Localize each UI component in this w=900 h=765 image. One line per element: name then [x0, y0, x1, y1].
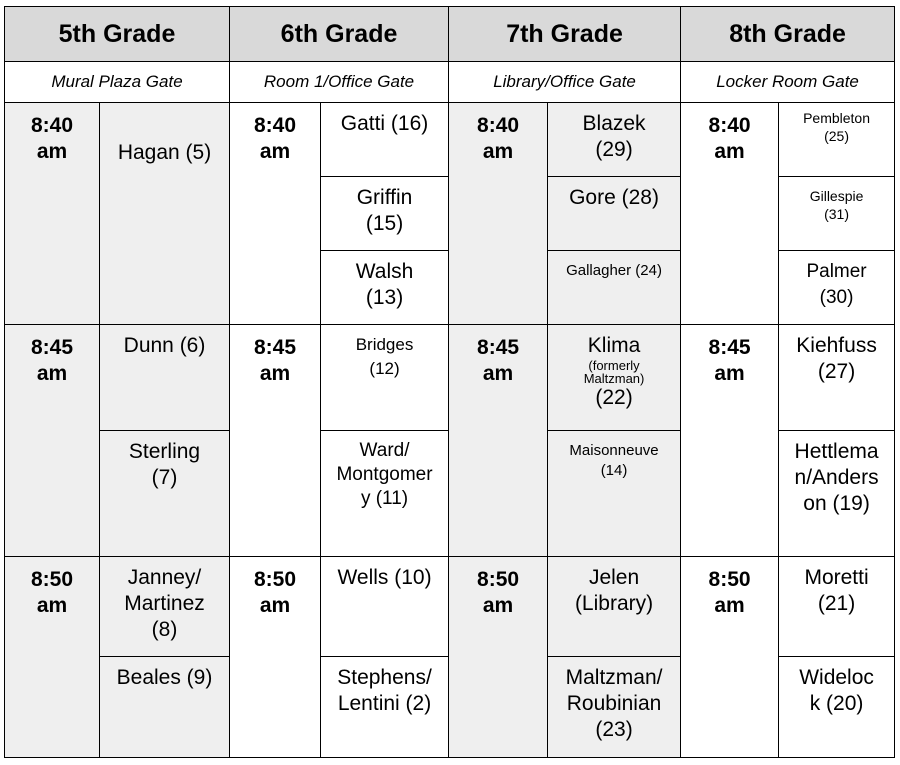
teacher-line: Gore (28): [569, 186, 659, 209]
time-value: 8:50: [477, 568, 520, 591]
teacher-line: Griffin: [356, 186, 413, 209]
g5-janney-cell: [100, 557, 230, 657]
grade-7-gate: Library/Office Gate: [449, 62, 681, 103]
g8-time-840: [681, 103, 779, 325]
teacher-line: (Library): [574, 592, 654, 615]
g6-griffin-cell: [321, 177, 449, 251]
teacher-line: (23): [595, 718, 633, 741]
g8-pembleton-cell: [779, 103, 895, 177]
g7-blazek-cell: [548, 103, 681, 177]
grade-5-gate: Mural Plaza Gate: [5, 62, 230, 103]
g6-time-845: [230, 325, 321, 557]
time-ampm: am: [714, 594, 745, 617]
time-value: 8:40: [708, 114, 751, 137]
g8-time-850: [681, 557, 779, 758]
g6-time-850: [230, 557, 321, 758]
teacher-line: Sterling: [128, 440, 201, 463]
time-value: 8:50: [708, 568, 751, 591]
time-ampm: am: [36, 140, 68, 163]
teacher-line: k (20): [809, 692, 864, 715]
teacher-line: y (11): [360, 488, 409, 509]
teacher-line: Kiehfuss: [796, 334, 877, 357]
teacher-line: Lentini (2): [337, 692, 432, 715]
g7-klima-cell: [548, 325, 681, 431]
g6-stephens-cell: [321, 657, 449, 758]
teacher-line: Gatti (16): [340, 112, 429, 135]
g6-wells-cell: [321, 557, 449, 657]
g8-gillespie-cell: [779, 177, 895, 251]
dismissal-schedule-table: [4, 6, 895, 758]
time-ampm: am: [714, 140, 745, 163]
g7-maltzman-cell: [548, 657, 681, 758]
teacher-line: Blazek: [582, 112, 646, 135]
g8-hettleman-cell: [779, 431, 895, 557]
grade-7-header: 7th Grade: [449, 7, 681, 62]
time-value: 8:40: [254, 114, 297, 137]
g8-kiehfuss-cell: [779, 325, 895, 431]
g8-palmer-cell: [779, 251, 895, 325]
row-840-a: [5, 103, 895, 177]
teacher-line: Montgomer: [336, 464, 433, 485]
teacher-line: Moretti: [804, 566, 869, 589]
g5-time-845: [5, 325, 100, 557]
teacher-line: Walsh: [355, 260, 414, 283]
teacher-line: Klima: [587, 334, 641, 357]
time-ampm: am: [482, 362, 514, 385]
time-value: 8:45: [708, 336, 751, 359]
g5-hagan-cell: [100, 103, 230, 325]
teacher-line: (21): [817, 592, 856, 615]
g6-bridges-cell: [321, 325, 449, 431]
grade-8-gate: Locker Room Gate: [681, 62, 895, 103]
teacher-line: (29): [595, 138, 633, 161]
teacher-line: Hagan (5): [117, 141, 212, 164]
teacher-line: Hettlema: [794, 440, 879, 463]
time-value: 8:40: [477, 114, 520, 137]
grade-6-header: 6th Grade: [230, 7, 449, 62]
grade-5-header: 5th Grade: [5, 7, 230, 62]
time-ampm: am: [482, 140, 514, 163]
g6-time-840: [230, 103, 321, 325]
teacher-line: Pembleton: [803, 110, 871, 126]
g6-gatti-cell: [321, 103, 449, 177]
teacher-line: on (19): [803, 492, 870, 515]
g8-time-845: [681, 325, 779, 557]
g7-gore-cell: [548, 177, 681, 251]
time-value: 8:50: [30, 568, 74, 591]
grade-8-header: 8th Grade: [681, 7, 895, 62]
g7-maisonneuve-cell: [548, 431, 681, 557]
teacher-line: (27): [817, 360, 856, 383]
time-value: 8:45: [477, 336, 520, 359]
teacher-line: Bridges: [355, 335, 414, 354]
gate-row: [5, 62, 895, 103]
teacher-line: (12): [369, 359, 400, 378]
g8-moretti-cell: [779, 557, 895, 657]
teacher-line: (25): [824, 128, 849, 144]
teacher-line: (30): [819, 287, 854, 308]
g7-time-850: [449, 557, 548, 758]
time-ampm: am: [714, 362, 745, 385]
grade-6-gate: Room 1/Office Gate: [230, 62, 449, 103]
teacher-note: (formerly: [588, 358, 640, 373]
time-ampm: am: [482, 594, 514, 617]
teacher-line: Maisonneuve: [569, 442, 659, 459]
teacher-line: Wideloc: [799, 666, 874, 689]
teacher-line: Palmer: [806, 261, 867, 282]
teacher-line: n/Anders: [794, 466, 879, 489]
time-ampm: am: [259, 140, 291, 163]
time-value: 8:45: [30, 336, 74, 359]
g6-walsh-cell: [321, 251, 449, 325]
g5-sterling-cell: [100, 431, 230, 557]
time-ampm: am: [36, 362, 68, 385]
teacher-line: Dunn (6): [123, 334, 206, 357]
g6-ward-cell: [321, 431, 449, 557]
teacher-line: Maltzman/: [565, 666, 663, 689]
time-ampm: am: [259, 362, 291, 385]
teacher-line: Janney/: [127, 566, 202, 589]
g7-jelen-cell: [548, 557, 681, 657]
teacher-line: (22): [595, 386, 633, 409]
teacher-line: Roubinian: [566, 692, 662, 715]
g5-dunn-cell: [100, 325, 230, 431]
g7-gallagher-cell: [548, 251, 681, 325]
teacher-line: Jelen: [588, 566, 640, 589]
g5-beales-cell: [100, 657, 230, 758]
grade-header-row: [5, 7, 895, 62]
teacher-line: Beales (9): [116, 666, 213, 689]
teacher-line: Martinez: [124, 592, 205, 615]
teacher-line: Ward/: [359, 440, 410, 461]
row-850-a: [5, 557, 895, 657]
time-value: 8:40: [30, 114, 74, 137]
teacher-line: (31): [824, 206, 849, 222]
teacher-line: Wells (10): [337, 566, 432, 589]
teacher-line: (7): [151, 466, 178, 489]
time-value: 8:45: [254, 336, 297, 359]
g5-time-850: [5, 557, 100, 758]
teacher-line: (15): [365, 212, 404, 235]
time-ampm: am: [259, 594, 291, 617]
g8-wideloc-cell: [779, 657, 895, 758]
g7-time-845: [449, 325, 548, 557]
g5-time-840: [5, 103, 100, 325]
teacher-line: (13): [365, 286, 404, 309]
row-845-a: [5, 325, 895, 431]
teacher-line: (8): [151, 618, 178, 641]
teacher-line: (14): [600, 462, 628, 479]
g7-time-840: [449, 103, 548, 325]
teacher-line: Gallagher (24): [566, 262, 662, 279]
teacher-line: Stephens/: [337, 666, 432, 689]
teacher-note: Maltzman): [583, 371, 645, 386]
time-value: 8:50: [254, 568, 297, 591]
teacher-line: Gillespie: [809, 188, 864, 204]
time-ampm: am: [36, 594, 68, 617]
